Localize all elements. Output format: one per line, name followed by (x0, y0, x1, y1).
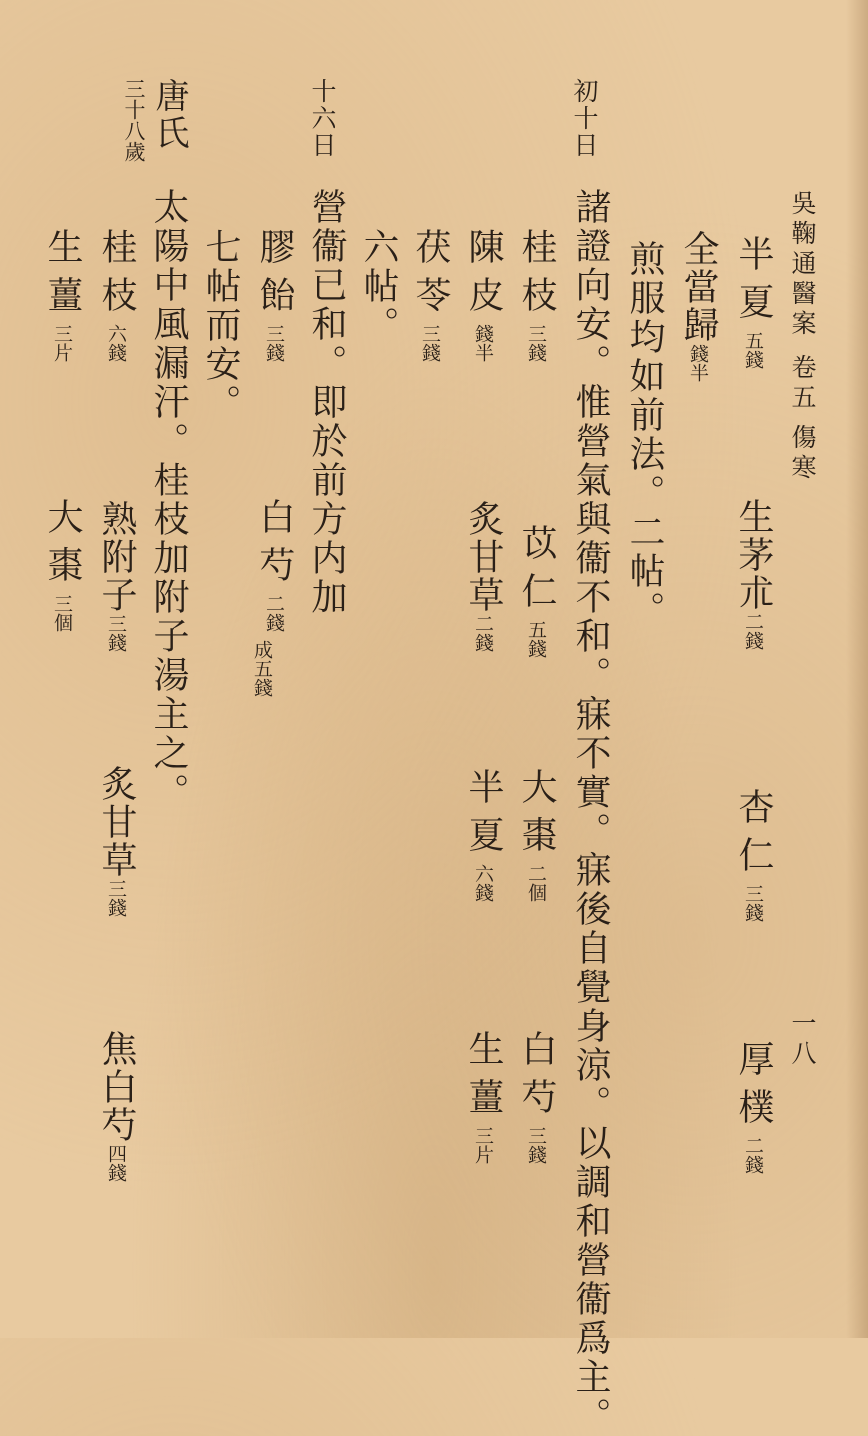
herb-item: 生茅朮二錢 (733, 498, 774, 650)
herb-item: 大棗三個 (42, 498, 83, 632)
herb-item: 桂枝三錢 (516, 228, 557, 362)
herb-item: 大棗二個 (516, 768, 557, 902)
date-label: 初十日 (570, 78, 599, 159)
book-title: 吳鞠通醫案 (788, 190, 817, 340)
page-number: 一八 (788, 1010, 817, 1070)
running-header (790, 190, 815, 484)
herb-item: 桂枝六錢 (96, 228, 137, 362)
herb-item: 炙甘草二錢 (463, 500, 504, 652)
instruction-text: 煎服均如前法。二帖。 (624, 240, 665, 630)
herb-item: 白芍二錢 (254, 498, 295, 632)
herb-item: 茯苓三錢 (410, 228, 451, 362)
dose-note: 成五錢 (251, 640, 273, 697)
herb-item: 陳皮錢半 (463, 228, 504, 362)
herb-item: 厚樸二錢 (733, 1040, 774, 1174)
page-edge-shadow (846, 0, 868, 1338)
herb-item: 炙甘草三錢 (96, 765, 137, 917)
herb-item: 半夏五錢 (733, 235, 774, 369)
herb-item: 膠飴三錢 (254, 228, 295, 362)
herb-item: 焦白芍四錢 (96, 1030, 137, 1182)
case-text: 諸證向安。惟營氣與衞不和。寐不實。寐後自覺身涼。以調和營衞爲主。 (570, 188, 611, 1436)
herb-item: 熟附子三錢 (96, 500, 137, 652)
volume-label: 卷五 (788, 354, 817, 414)
herb-item: 苡仁五錢 (516, 524, 557, 658)
patient-name: 唐氏 (149, 78, 189, 152)
patient-age: 三十八歲 (122, 78, 146, 162)
herb-item: 生薑三片 (463, 1030, 504, 1164)
herb-item: 生薑三片 (42, 228, 83, 362)
instruction-text: 六帖。 (358, 228, 399, 345)
herb-item: 白芍三錢 (516, 1030, 557, 1164)
herb-item: 半夏六錢 (463, 768, 504, 902)
date-label: 十六日 (308, 78, 337, 159)
instruction-text: 七帖而安。 (200, 228, 241, 423)
case-text: 營衞已和。即於前方内加 (306, 188, 347, 617)
case-text: 太陽中風漏汗。桂枝加附子湯主之。 (148, 188, 189, 812)
herb-item: 全當歸錢半 (678, 230, 719, 382)
herb-item: 杏仁三錢 (733, 788, 774, 922)
section-label: 傷寒 (788, 424, 817, 484)
